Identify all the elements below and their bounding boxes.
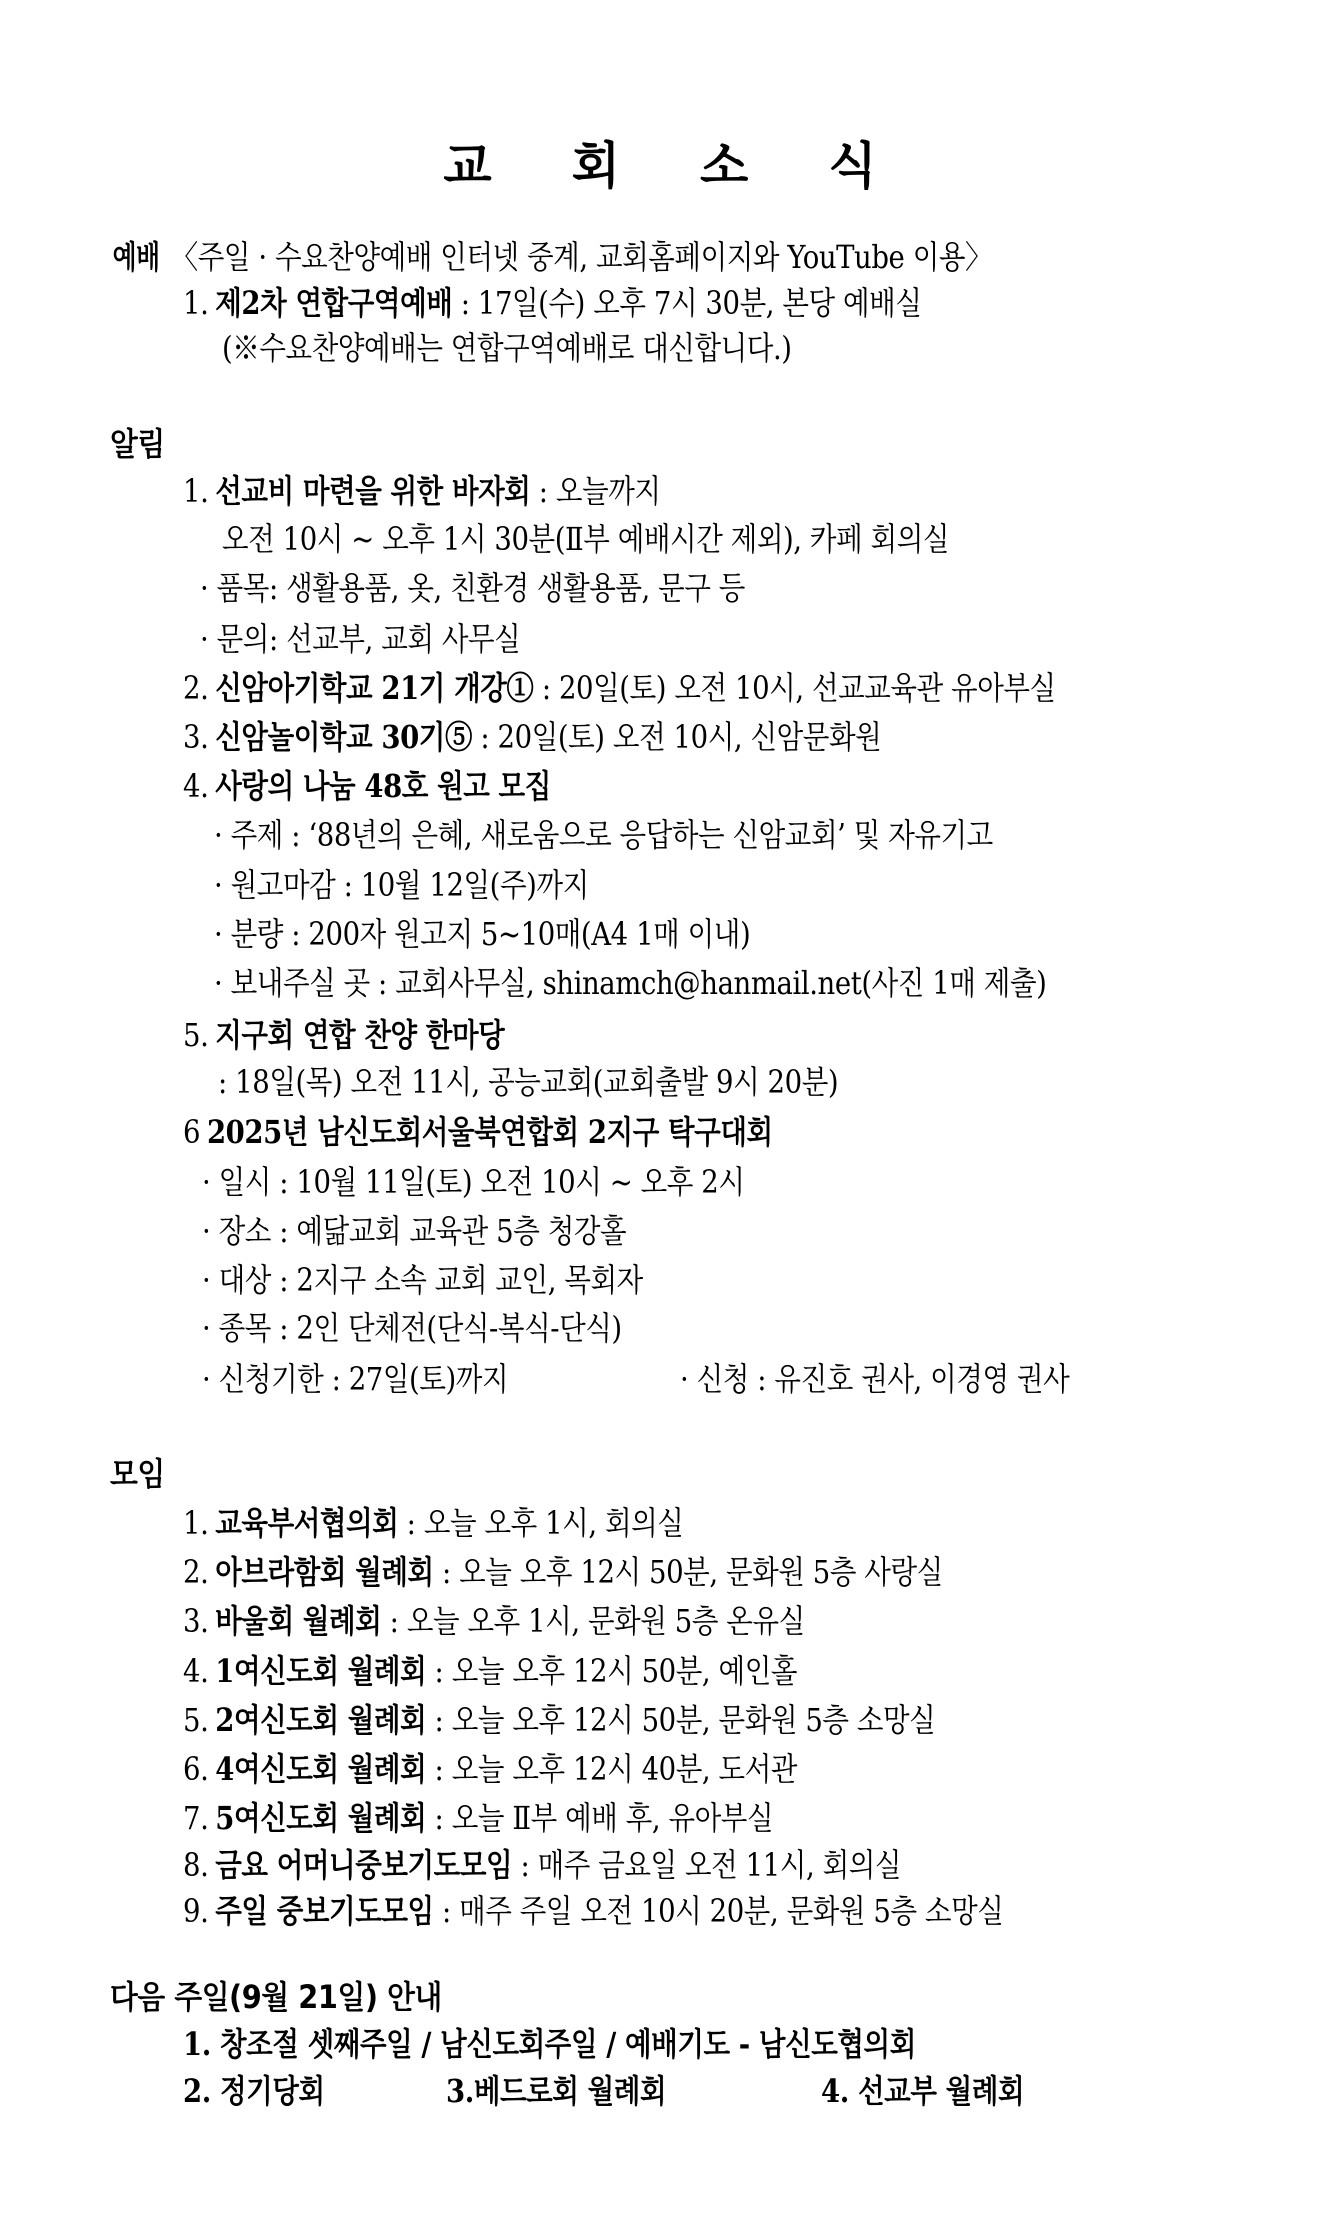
item-number: 5.: [183, 1016, 209, 1054]
notice-item-6: [183, 1112, 773, 1152]
title-char: 회: [571, 137, 620, 195]
meeting-item: [183, 1700, 935, 1740]
notice-item-3: [183, 717, 881, 757]
notice-item-6-bullet: · 대상 : 2지구 소속 교회 교인, 목회자: [202, 1261, 643, 1299]
item-label: 제2차 연합구역예배: [215, 284, 453, 322]
item-number: 7.: [183, 1799, 209, 1837]
notice-item-6-bullet: · 장소 : 예닮교회 교육관 5층 청강홀: [202, 1212, 627, 1250]
item-text: : 오늘까지: [530, 472, 661, 510]
worship-item-1: [183, 283, 921, 323]
item-number: 1.: [183, 284, 209, 322]
notice-item-4-bullet: · 주제 : ‘88년의 은혜, 새로움으로 응답하는 신암교회’ 및 자유기고: [214, 816, 993, 854]
title-char: 소: [700, 137, 749, 195]
notice-item-5-detail: : 18일(목) 오전 11시, 공능교회(교회출발 9시 20분): [218, 1063, 839, 1101]
meeting-item: [183, 1503, 683, 1543]
item-label: 4여신도회 월례회: [215, 1750, 427, 1788]
item-text: : 매주 금요일 오전 11시, 회의실: [512, 1846, 902, 1884]
item-number: 1.: [183, 1504, 209, 1542]
next-sunday-item-1: 1. 창조절 셋째주일 / 남신도회주일 / 예배기도 - 남신도협의회: [183, 2025, 916, 2063]
notice-item-2: [183, 668, 1056, 708]
section-heading-meetings: 모임: [110, 1455, 165, 1493]
next-sunday-item-4: 4. 선교부 월례회: [821, 2072, 1025, 2110]
notice-item-5: [183, 1015, 504, 1055]
item-number: 6: [183, 1113, 201, 1151]
page-title: [0, 136, 1320, 196]
next-sunday-item-3: 3.베드로회 월례회: [446, 2072, 667, 2110]
item-label: 아브라함회 월례회: [215, 1553, 434, 1591]
item-text: : 오늘 오후 1시, 문화원 5층 온유실: [381, 1602, 805, 1640]
item-number: 5.: [183, 1701, 209, 1739]
item-text: : 오늘 오후 12시 50분, 문화원 5층 소망실: [426, 1701, 936, 1739]
meeting-item: [183, 1749, 797, 1789]
notice-item-4: [183, 766, 551, 806]
item-number: 6.: [183, 1750, 209, 1788]
item-text: : 매주 주일 오전 10시 20분, 문화원 5층 소망실: [433, 1892, 1004, 1930]
item-label: 금요 어머니중보기도모임: [215, 1846, 513, 1884]
item-number: 3.: [183, 1602, 209, 1640]
item-number: 2.: [183, 669, 209, 707]
item-label: 신암놀이학교 30기⑤: [215, 718, 473, 756]
meeting-item: [183, 1601, 805, 1641]
notice-item-1-time: 오전 10시 ~ 오후 1시 30분(Ⅱ부 예배시간 제외), 카페 회의실: [222, 520, 950, 558]
next-sunday-item-2: 2. 정기당회: [183, 2072, 325, 2110]
item-number: 2.: [183, 1553, 209, 1591]
item-label: 2025년 남신도회서울북연합회 2지구 탁구대회: [206, 1113, 773, 1151]
item-text: : 오늘 Ⅱ부 예배 후, 유아부실: [426, 1799, 774, 1837]
worship-section-header: [110, 237, 992, 277]
item-text: : 20일(토) 오전 10시, 선교교육관 유아부실: [533, 669, 1056, 707]
section-heading-notices: 알림: [110, 425, 165, 463]
worship-item-1-note: (※수요찬양예배는 연합구역예배로 대신합니다.): [222, 329, 792, 367]
notice-item-4-bullet: · 보내주실 곳 : 교회사무실, shinamch@hanmail.net(사진 1매 제출): [214, 964, 1047, 1002]
meeting-item: [183, 1552, 943, 1592]
item-text: : 20일(토) 오전 10시, 신암문화원: [472, 718, 882, 756]
item-label: 지구회 연합 찬양 한마당: [215, 1016, 505, 1054]
item-label: 선교비 마련을 위한 바자회: [215, 472, 531, 510]
item-label: 사랑의 나눔 48호 원고 모집: [215, 767, 551, 805]
item-label: 2여신도회 월례회: [215, 1701, 427, 1739]
notice-item-6-bullet-contact: · 신청 : 유진호 권사, 이경영 권사: [680, 1360, 1070, 1398]
notice-item-6-bullet: · 일시 : 10월 11일(토) 오전 10시 ~ 오후 2시: [202, 1163, 745, 1201]
item-number: 8.: [183, 1846, 209, 1884]
notice-item-4-bullet: · 분량 : 200자 원고지 5~10매(A4 1매 이내): [214, 915, 751, 953]
meeting-item: [183, 1651, 797, 1691]
item-text: : 오늘 오후 12시 40분, 도서관: [426, 1750, 798, 1788]
title-char: 교: [443, 137, 492, 195]
meeting-item: [183, 1845, 901, 1885]
notice-item-1-bullet: · 품목: 생활용품, 옷, 친환경 생활용품, 문구 등: [200, 569, 745, 607]
item-label: 교육부서협의회: [215, 1504, 399, 1542]
item-number: 4.: [183, 767, 209, 805]
item-label: 5여신도회 월례회: [215, 1799, 427, 1837]
item-text: : 오늘 오후 12시 50분, 문화원 5층 사랑실: [433, 1553, 943, 1591]
section-heading-worship: 예배: [112, 238, 160, 276]
item-number: 3.: [183, 718, 209, 756]
item-text: : 17일(수) 오후 7시 30분, 본당 예배실: [452, 284, 922, 322]
item-label: 주일 중보기도모임: [215, 1892, 434, 1930]
notice-item-1: [183, 471, 661, 511]
meeting-item: [183, 1798, 773, 1838]
item-number: 9.: [183, 1892, 209, 1930]
item-number: 1.: [183, 472, 209, 510]
item-number: 4.: [183, 1652, 209, 1690]
section-heading-next-sunday: 다음 주일(9월 21일) 안내: [110, 1978, 442, 2016]
worship-note: 〈주일 · 수요찬양예배 인터넷 중계, 교회홈페이지와 YouTube 이용〉: [170, 238, 993, 276]
meeting-item: [183, 1891, 1003, 1931]
title-char: 식: [828, 137, 877, 195]
item-label: 신암아기학교 21기 개강①: [215, 669, 534, 707]
notice-item-6-bullet: · 종목 : 2인 단체전(단식-복식-단식): [202, 1309, 622, 1347]
notice-item-1-bullet: · 문의: 선교부, 교회 사무실: [200, 620, 521, 658]
item-text: : 오늘 오후 12시 50분, 예인홀: [426, 1652, 798, 1690]
item-text: : 오늘 오후 1시, 회의실: [398, 1504, 684, 1542]
notice-item-4-bullet: · 원고마감 : 10월 12일(주)까지: [214, 866, 589, 904]
item-label: 바울회 월례회: [215, 1602, 382, 1640]
notice-item-6-bullet: · 신청기한 : 27일(토)까지: [202, 1360, 509, 1398]
item-label: 1여신도회 월례회: [215, 1652, 427, 1690]
